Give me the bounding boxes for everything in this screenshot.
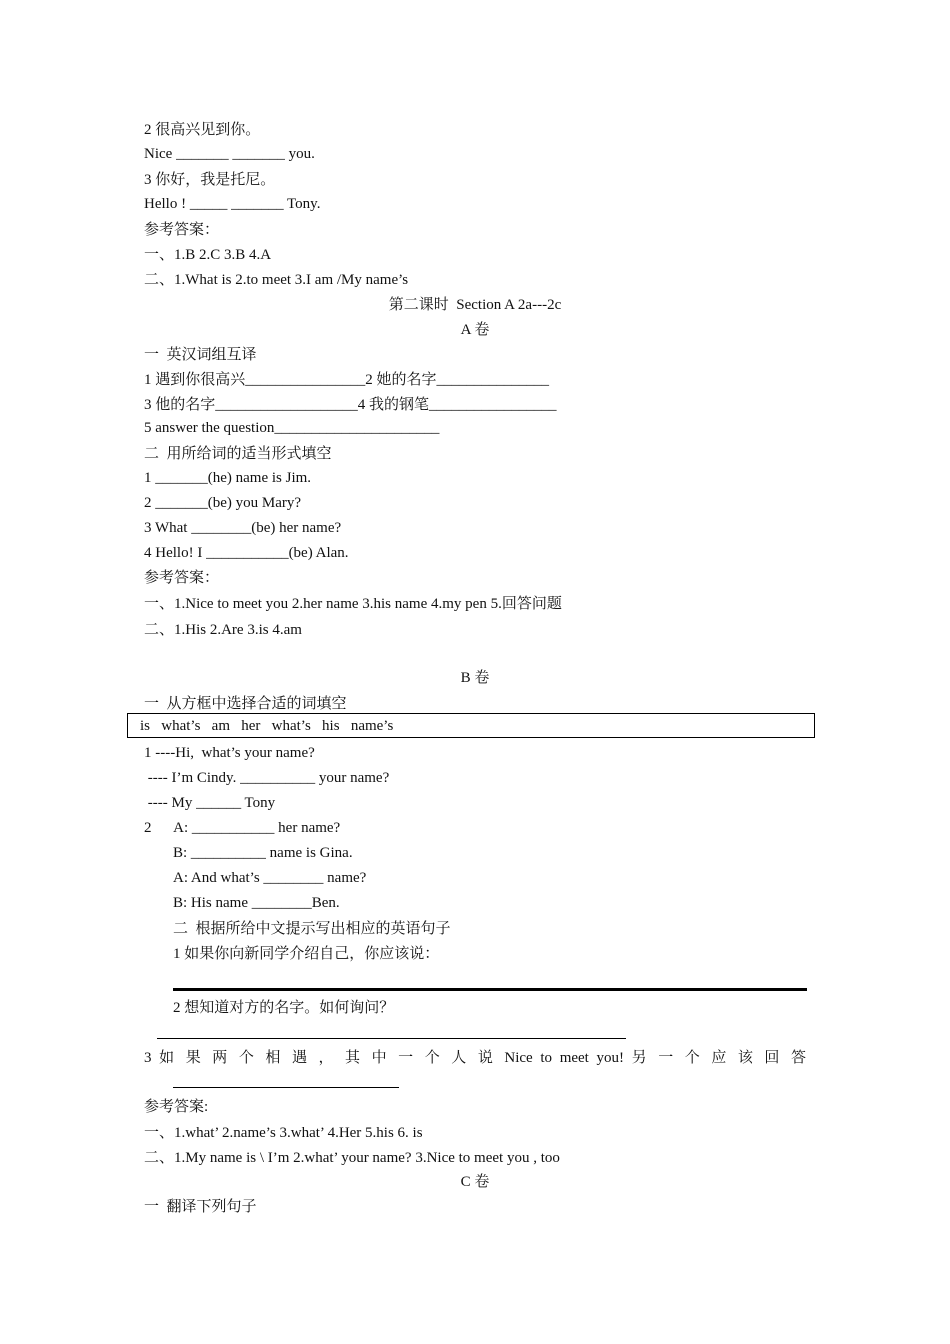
- dialogue-line: ---- I’m Cindy. __________ your name?: [144, 770, 390, 786]
- exercise-heading: 一 翻译下列句子: [144, 1199, 257, 1215]
- answer-heading: 参考答案:: [144, 1099, 209, 1115]
- answer-line: 二、1.My name is \ I’m 2.what’ your name? 3.Nice to meet you , too: [144, 1150, 560, 1166]
- exercise-heading: 一 英汉词组互译: [144, 347, 257, 363]
- section-b-title: B 卷: [460, 670, 490, 686]
- exercise-heading: 二 根据所给中文提示写出相应的英语句子: [173, 921, 451, 937]
- dialogue-line: 2 A: ___________ her name?: [144, 820, 341, 836]
- question-line: Hello ! _____ _______ Tony.: [144, 196, 321, 212]
- answer-line: 一、1.B 2.C 3.B 4.A: [144, 247, 272, 263]
- word-bank-words: is what’s am her what’s his name’s: [140, 718, 394, 734]
- exercise-heading: 一 从方框中选择合适的词填空: [144, 696, 347, 712]
- question-line: 4 Hello! I ___________(be) Alan.: [144, 545, 349, 561]
- section-c-title: C 卷: [460, 1174, 490, 1190]
- answer-rule: [157, 1038, 626, 1039]
- dialogue-line: B: His name ________Ben.: [173, 895, 340, 911]
- answer-heading: 参考答案：: [144, 570, 220, 586]
- question-line: 1 如果你向新同学介绍自己，你应该说：: [173, 946, 440, 962]
- dialogue-line: A: And what’s ________ name?: [173, 870, 367, 886]
- answer-line: 二、1.What is 2.to meet 3.I am /My name’s: [144, 272, 409, 288]
- dialogue-line: 1 ----Hi, what’s your name?: [144, 745, 315, 761]
- answer-line: 一、1.what’ 2.name’s 3.what’ 4.Her 5.his 6. is: [144, 1125, 423, 1141]
- answer-rule: [173, 988, 807, 991]
- question-line: 3 你好，我是托尼。: [144, 172, 276, 188]
- answer-line: 二、1.His 2.Are 3.is 4.am: [144, 622, 302, 638]
- question-line: 1 遇到你很高兴________________2 她的名字_______________: [144, 372, 550, 388]
- question-line: 2 很高兴见到你。: [144, 122, 261, 138]
- question-line: Nice _______ _______ you.: [144, 146, 315, 162]
- question-line: 5 answer the question______________________: [144, 420, 440, 436]
- question-line: 2 _______(be) you Mary?: [144, 495, 302, 511]
- lesson-title: 第二课时 Section A 2a---2c: [388, 297, 562, 313]
- question-line: 3 What ________(be) her name?: [144, 520, 342, 536]
- question-line: 1 _______(he) name is Jim.: [144, 470, 312, 486]
- dialogue-line: ---- My ______ Tony: [144, 795, 276, 811]
- dialogue-line: B: __________ name is Gina.: [173, 845, 353, 861]
- exercise-heading: 二 用所给词的适当形式填空: [144, 446, 332, 462]
- question-line: 2 想知道对方的名字。如何询问？: [173, 1000, 395, 1016]
- section-a-title: A 卷: [460, 322, 490, 338]
- word-bank-box: [127, 713, 815, 738]
- answer-heading: 参考答案：: [144, 222, 220, 238]
- answer-line: 一、1.Nice to meet you 2.her name 3.his name 4.my pen 5.回答问题: [144, 596, 562, 612]
- question-line: 3 他的名字___________________4 我的钢笔_________________: [144, 397, 557, 413]
- question-line: 3 如 果 两 个 相 遇 ， 其 中 一 个 人 说 Nice to meet you! 另 一 个 应 该 回 答: [144, 1050, 806, 1066]
- answer-rule: [173, 1087, 399, 1088]
